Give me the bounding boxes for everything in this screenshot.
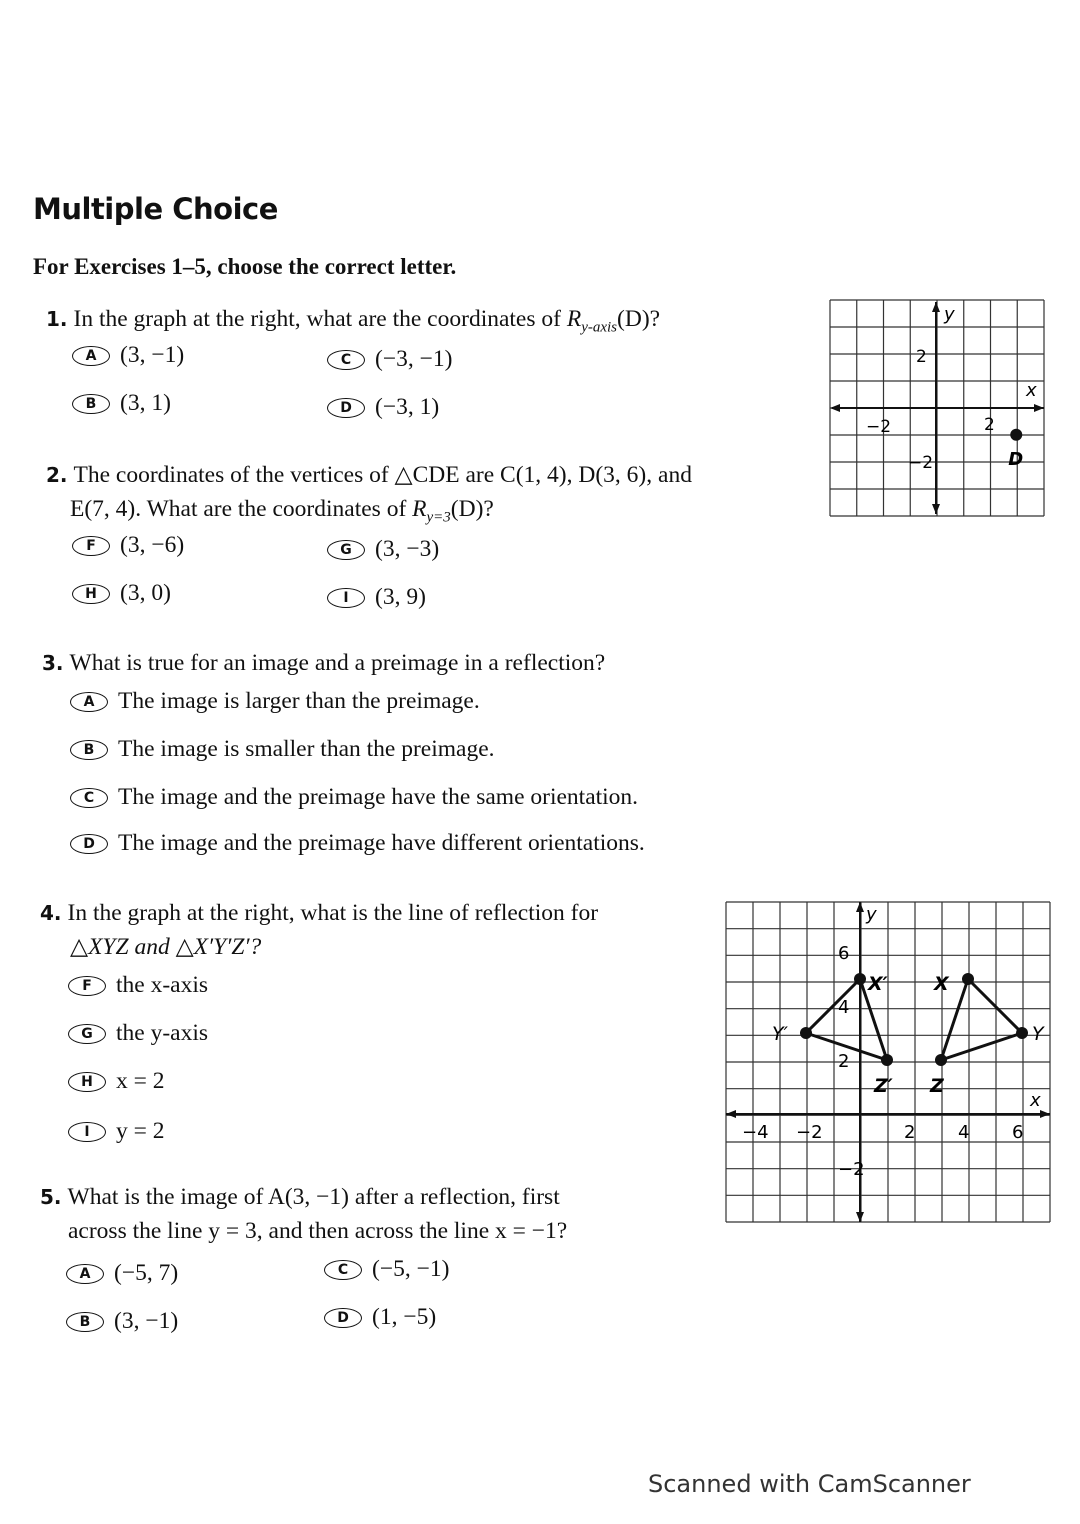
coordinate-graph-1 <box>826 296 1048 520</box>
question-4-line-2: △XYZ and △X′Y′Z′? <box>70 934 262 960</box>
q3-option-b[interactable]: B The image is smaller than the preimage. <box>70 736 495 763</box>
tick-label: −2 <box>866 417 892 437</box>
q2-option-g[interactable]: G (3, −3) <box>327 536 439 563</box>
question-number: 2. <box>46 463 68 487</box>
q4-option-h[interactable]: H x = 2 <box>68 1068 165 1095</box>
point-label: D <box>1008 448 1024 470</box>
vertex-label-y: Y <box>1032 1023 1044 1045</box>
q4-option-f[interactable]: F the x-axis <box>68 972 208 999</box>
tick-label: −2 <box>838 1159 865 1180</box>
q1-option-c[interactable]: C (−3, −1) <box>327 346 452 373</box>
question-4: 4. In the graph at the right, what is the line of reflection for <box>40 900 599 926</box>
vertex-point <box>935 1054 947 1066</box>
answer-bubble[interactable]: A <box>66 1264 104 1284</box>
section-heading: Multiple Choice <box>33 192 278 226</box>
question-2-line-2: E(7, 4). What are the coordinates of $R_{y=3}(D)$? <box>70 496 494 526</box>
x-axis-arrow-left <box>726 1110 736 1118</box>
q4-option-i[interactable]: I y = 2 <box>68 1118 165 1145</box>
instructions: For Exercises 1–5, choose the correct letter. <box>33 254 457 279</box>
q1-option-b[interactable]: B (3, 1) <box>72 390 171 417</box>
answer-bubble[interactable]: G <box>68 1024 106 1044</box>
tick-label: 6 <box>838 943 850 964</box>
q5-option-c[interactable]: C (−5, −1) <box>324 1256 449 1283</box>
vertex-label-x-prime: X′ <box>868 973 888 995</box>
y-axis-arrow-down <box>932 504 940 514</box>
q5-option-d[interactable]: D (1, −5) <box>324 1304 436 1331</box>
vertex-label-y-prime: Y′ <box>772 1023 788 1045</box>
coordinate-graph-2 <box>724 900 1052 1226</box>
q3-option-a[interactable]: A The image is larger than the preimage. <box>70 688 480 715</box>
answer-bubble[interactable]: C <box>324 1260 362 1280</box>
tick-label: 2 <box>916 347 927 367</box>
answer-bubble[interactable]: C <box>327 350 365 370</box>
vertex-point <box>962 973 974 985</box>
x-axis-label: x <box>1030 1090 1041 1111</box>
q1-option-a[interactable]: A (3, −1) <box>72 342 184 369</box>
q1-option-d[interactable]: D (−3, 1) <box>327 394 439 421</box>
q3-option-d[interactable]: D The image and the preimage have different orientations. <box>70 830 645 857</box>
tick-label: 2 <box>984 415 995 435</box>
vertex-label-x: X <box>934 973 949 995</box>
vertex-label-z-prime: Z′ <box>874 1075 893 1097</box>
answer-bubble[interactable]: B <box>72 394 110 414</box>
question-number: 3. <box>42 651 64 675</box>
x-axis-arrow <box>1040 1110 1050 1118</box>
q4-option-g[interactable]: G the y-axis <box>68 1020 208 1047</box>
y-axis-arrow <box>856 902 864 912</box>
tick-label: −2 <box>908 453 934 473</box>
triangle-xyz <box>941 979 1022 1060</box>
question-3: 3. What is true for an image and a preimage in a reflection? <box>42 650 606 676</box>
tick-label: 4 <box>838 997 850 1018</box>
tick-label: 2 <box>838 1051 850 1072</box>
question-5-line-2: across the line y = 3, and then across the line x = −1? <box>68 1218 568 1244</box>
x-axis-arrow-left <box>830 404 840 412</box>
vertex-point <box>800 1027 812 1039</box>
y-axis-label: y <box>944 304 955 325</box>
x-axis-label: x <box>1026 380 1037 401</box>
answer-bubble[interactable]: D <box>327 398 365 418</box>
vertex-point <box>1016 1027 1028 1039</box>
y-axis-arrow-down <box>856 1212 864 1222</box>
answer-bubble[interactable]: F <box>72 536 110 556</box>
answer-bubble[interactable]: C <box>70 788 108 808</box>
q3-option-c[interactable]: C The image and the preimage have the same orientation. <box>70 784 638 811</box>
question-1: 1. In the graph at the right, what are the coordinates of $R_{y-axis}(D)$? <box>46 306 661 336</box>
tick-label: −2 <box>796 1122 823 1143</box>
answer-bubble[interactable]: H <box>72 584 110 604</box>
answer-bubble[interactable]: H <box>68 1072 106 1092</box>
vertex-label-z: Z <box>930 1075 944 1097</box>
y-axis-arrow <box>932 302 940 312</box>
answer-bubble[interactable]: B <box>70 740 108 760</box>
answer-bubble[interactable]: B <box>66 1312 104 1332</box>
answer-bubble[interactable]: I <box>68 1122 106 1142</box>
answer-bubble[interactable]: A <box>72 346 110 366</box>
q2-option-h[interactable]: H (3, 0) <box>72 580 171 607</box>
question-5: 5. What is the image of A(3, −1) after a reflection, first <box>40 1184 560 1210</box>
vertex-point <box>881 1054 893 1066</box>
tick-label: 6 <box>1012 1122 1024 1143</box>
answer-bubble[interactable]: D <box>324 1308 362 1328</box>
point-d <box>1010 429 1022 441</box>
question-number: 5. <box>40 1185 62 1209</box>
tick-label: 2 <box>904 1122 916 1143</box>
q2-option-i[interactable]: I (3, 9) <box>327 584 426 611</box>
answer-bubble[interactable]: I <box>327 588 365 608</box>
question-number: 1. <box>46 307 68 331</box>
q5-option-a[interactable]: A (−5, 7) <box>66 1260 178 1287</box>
vertex-point <box>854 973 866 985</box>
question-number: 4. <box>40 901 62 925</box>
tick-label: −4 <box>742 1122 769 1143</box>
question-2: 2. The coordinates of the vertices of △CDE are C(1, 4), D(3, 6), and <box>46 462 692 488</box>
q2-option-f[interactable]: F (3, −6) <box>72 532 184 559</box>
x-axis-arrow <box>1034 404 1044 412</box>
q5-option-b[interactable]: B (3, −1) <box>66 1308 178 1335</box>
answer-bubble[interactable]: D <box>70 834 108 854</box>
scanner-watermark: Scanned with CamScanner <box>648 1470 971 1498</box>
y-axis-label: y <box>866 904 877 925</box>
answer-bubble[interactable]: G <box>327 540 365 560</box>
answer-bubble[interactable]: A <box>70 692 108 712</box>
answer-bubble[interactable]: F <box>68 976 106 996</box>
tick-label: 4 <box>958 1122 970 1143</box>
